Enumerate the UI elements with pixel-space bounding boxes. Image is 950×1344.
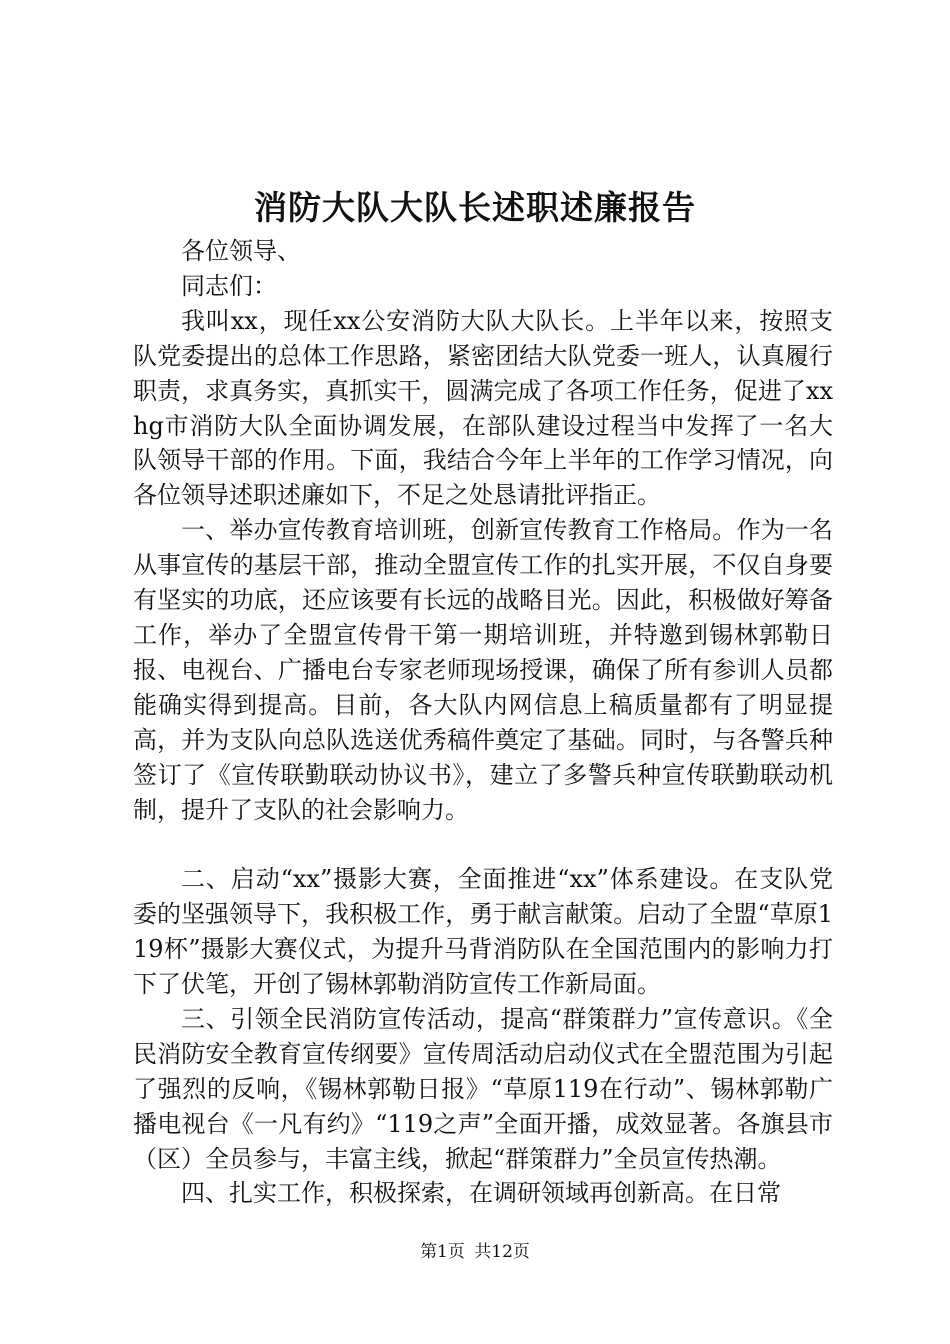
body-paragraph: 四、扎实工作，积极探索，在调研领域再创新高。在日常 xyxy=(181,1179,781,1208)
salutation-line: 各位领导、 xyxy=(181,237,301,265)
body-paragraph: 我叫xx，现任xx公安消防大队大队长。上半年以来，按照支队党委提出的总体工作思路，紧密团结大队党委一班人，认真履行职责，求真务实，真抓实干，圆满完成了各项工作任务，促进了xxhg市消防大队全面协调发展，在部队建设过程当中发挥了一名大队领导干部的作用。下面，我结合今年上半年的工作学习情况，向各位领导述职述廉如下，不足之处恳请批评指正。 xyxy=(133,306,833,510)
body-paragraph: 二、启动“xx”摄影大赛，全面推进“xx”体系建设。在支队党委的坚强领导下，我积极工作，勇于献言献策。启动了全盟“草原119杯”摄影大赛仪式，为提升马背消防队在全国范围内的影响力打下了伏笔，开创了锡林郭勒消防宣传工作新局面。 xyxy=(133,865,833,999)
page-number: 第1页 xyxy=(420,1242,465,1262)
body-paragraph: 一、举办宣传教育培训班，创新宣传教育工作格局。作为一名从事宣传的基层干部，推动全盟宣传工作的扎实开展，不仅自身要有坚实的功底，还应该要有长远的战略目光。因此，积极做好筹备工作，举办了全盟宣传骨干第一期培训班，并特邀到锡林郭勒日报、电视台、广播电台专家老师现场授课，确保了所有参训人员都能确实得到提高。目前，各大队内网信息上稿质量都有了明显提高，并为支队向总队选送优秀稿件奠定了基础。同时，与各警兵种签订了《宣传联勤联动协议书》，建立了多警兵种宣传联勤联动机制，提升了支队的社会影响力。 xyxy=(133,516,833,824)
page-footer xyxy=(0,1240,950,1264)
salutation-line: 同志们： xyxy=(181,271,277,300)
page-total: 共12页 xyxy=(474,1242,530,1262)
body-paragraph: 三、引领全民消防宣传活动，提高“群策群力”宣传意识。《全民消防安全教育宣传纲要》宣传周活动启动仪式在全盟范围为引起了强烈的反响，《锡林郭勒日报》“草原119在行动”、锡林郭勒广播电视台《一凡有约》“119之声”全面开播，成效显著。各旗县市（区）全员参与，丰富主线，掀起“群策群力”全员宣传热潮。 xyxy=(133,1004,833,1173)
document-body xyxy=(133,234,833,1211)
document-title: 消防大队大队长述职述廉报告 xyxy=(254,188,696,227)
